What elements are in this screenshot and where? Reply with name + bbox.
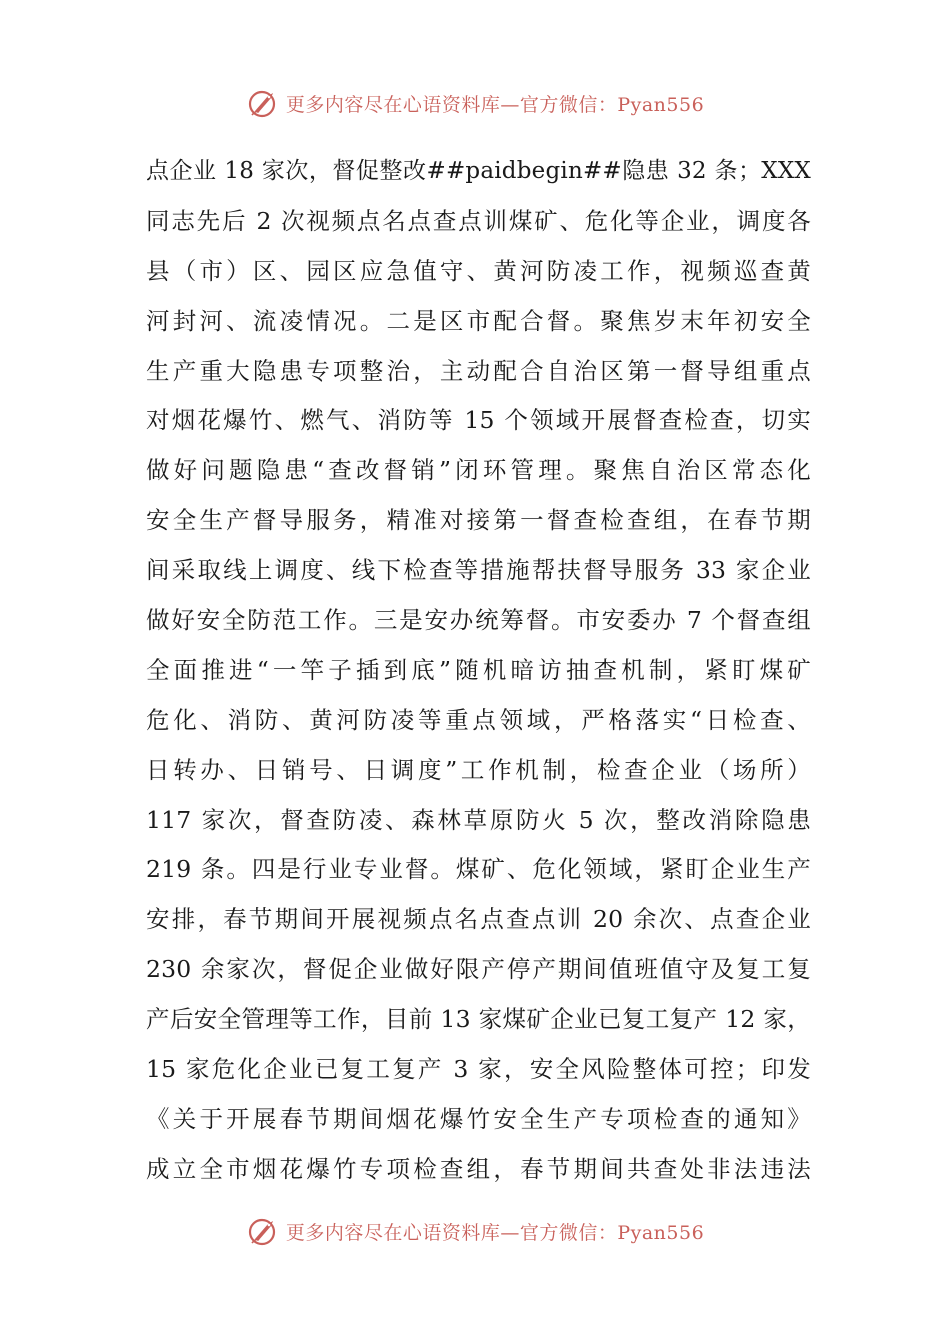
- text-line: 219 条。四是行业专业督。煤矿、危化领域，紧盯企业生产: [146, 855, 811, 884]
- text-line: 生产重大隐患专项整治，主动配合自治区第一督导组重点: [146, 356, 811, 385]
- document-body: [146, 147, 811, 1195]
- text-line: 230 余家次，督促企业做好限产停产期间值班值守及复工复: [146, 955, 811, 984]
- text-line: 危化、消防、黄河防凌等重点领域，严格落实“日检查、: [146, 705, 811, 734]
- text-line: 成立全市烟花爆竹专项检查组，春节期间共查处非法违法: [146, 1154, 811, 1183]
- text-line: 县（市）区、园区应急值守、黄河防凌工作，视频巡查黄: [146, 256, 811, 285]
- text-line: 日转办、日销号、日调度”工作机制，检查企业（场所）: [146, 755, 811, 784]
- text-line: 对烟花爆竹、燃气、消防等 15 个领域开展督查检查，切实: [146, 406, 811, 435]
- text-line: 同志先后 2 次视频点名点查点训煤矿、危化等企业，调度各: [146, 206, 811, 235]
- text-line: 15 家危化企业已复工复产 3 家，安全风险整体可控；印发: [146, 1055, 811, 1084]
- header-watermark-text: 更多内容尽在心语资料库—官方微信：Pyan556: [285, 93, 705, 116]
- text-line: 产后安全管理等工作，目前 13 家煤矿企业已复工复产 12 家，: [146, 1005, 811, 1034]
- text-line: 点企业 18 家次，督促整改##paidbegin##隐患 32 条；XXX: [146, 158, 811, 184]
- text-line: 安全生产督导服务，精准对接第一督查检查组，在春节期: [146, 506, 811, 535]
- pen-nib-logo-icon: [246, 1214, 280, 1248]
- header-watermark: [0, 83, 950, 123]
- text-line: 全面推进“一竿子插到底”随机暗访抽查机制，紧盯煤矿: [146, 655, 811, 684]
- text-line: 做好安全防范工作。三是安办统筹督。市安委办 7 个督查组: [146, 606, 811, 635]
- text-line: 安排，春节期间开展视频点名点查点训 20 余次、点查企业: [146, 905, 811, 934]
- text-line: 《关于开展春节期间烟花爆竹安全生产专项检查的通知》: [146, 1104, 811, 1133]
- text-line: 117 家次，督查防凌、森林草原防火 5 次，整改消除隐患: [146, 805, 811, 834]
- text-line: 做好问题隐患“查改督销”闭环管理。聚焦自治区常态化: [146, 456, 811, 485]
- pen-nib-logo-icon: [246, 86, 280, 120]
- footer-watermark: [0, 1211, 950, 1251]
- footer-watermark-text: 更多内容尽在心语资料库—官方微信：Pyan556: [285, 1221, 705, 1244]
- text-line: 河封河、流凌情况。二是区市配合督。聚焦岁末年初安全: [146, 306, 811, 335]
- text-line: 间采取线上调度、线下检查等措施帮扶督导服务 33 家企业: [146, 556, 811, 585]
